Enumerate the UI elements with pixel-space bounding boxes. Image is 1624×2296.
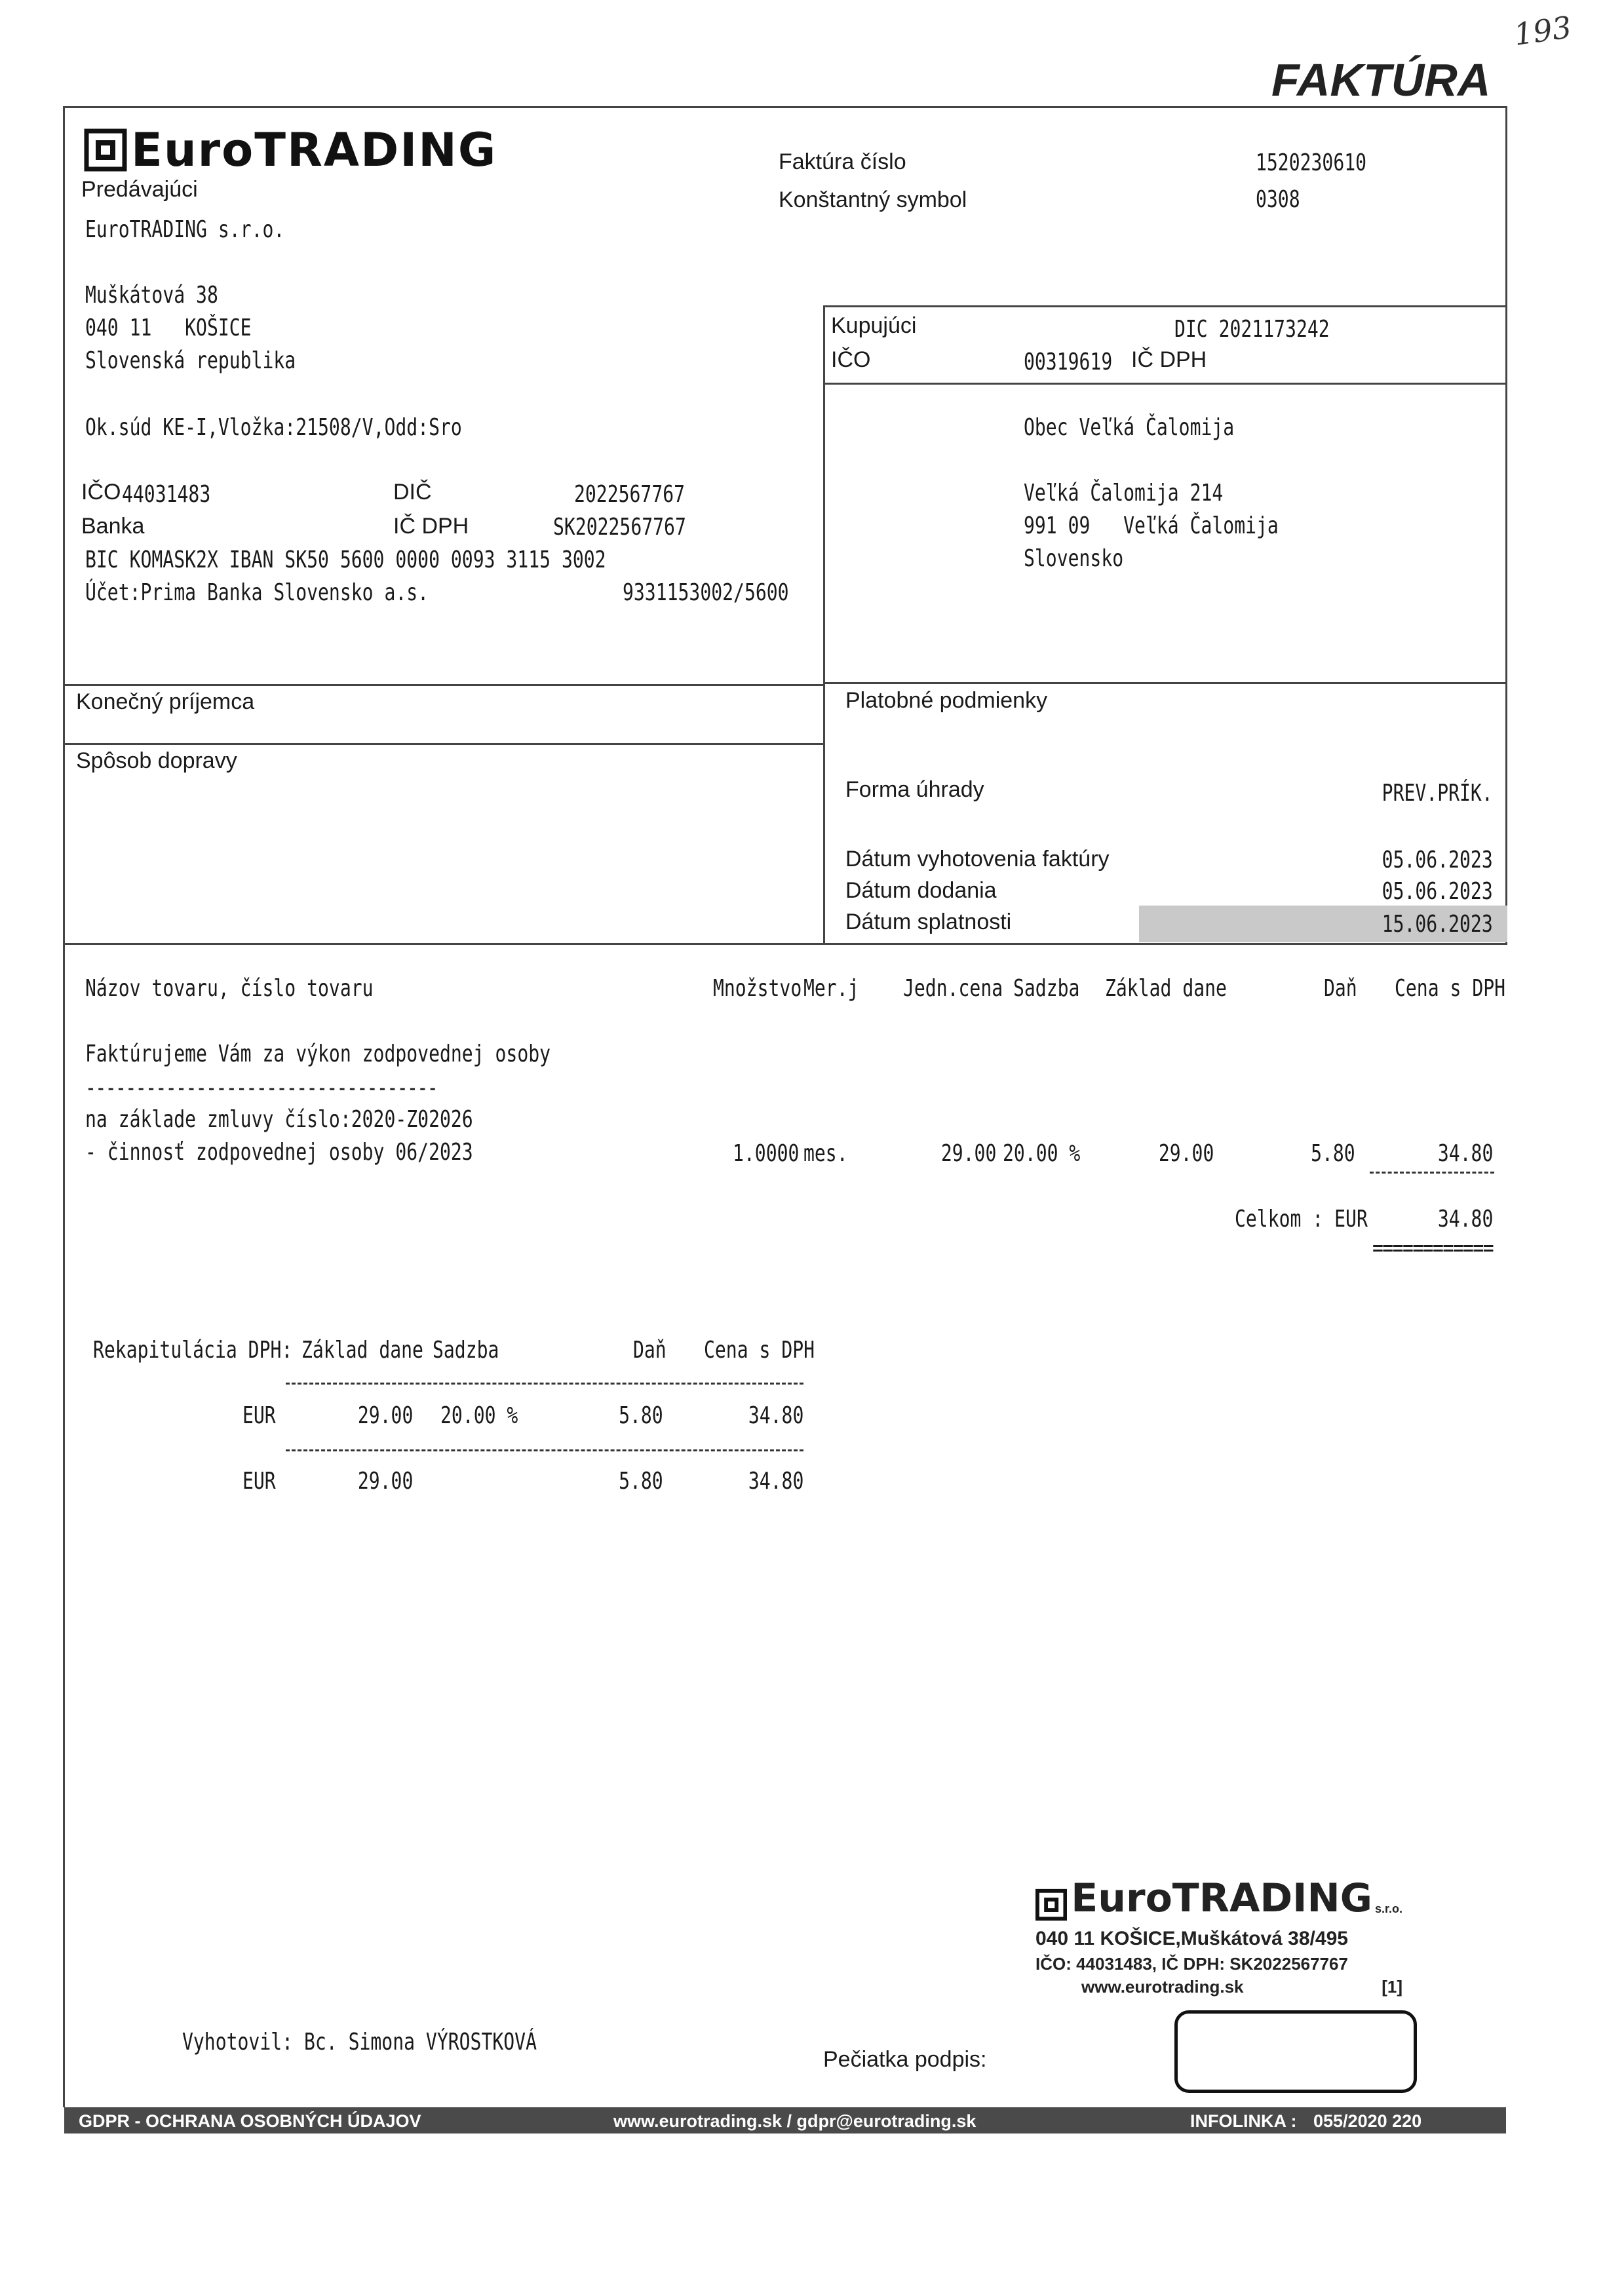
seller-dic: 2022567767 [574,481,686,508]
buyer-ico: 00319619 [1024,349,1113,375]
seller-ico-label: IČO [81,480,121,505]
vat-recap-label: Rekapitulácia DPH: [93,1337,293,1364]
item-description-line3: - činnosť zodpovednej osoby 06/2023 [85,1139,473,1166]
vat-recap-divider-top [286,1383,803,1385]
stamp-ids: IČO: 44031483, IČ DPH: SK2022567767 [1035,1954,1348,1974]
buyer-icdph-label: IČ DPH [1131,347,1207,372]
total-value: 34.80 [1437,1206,1493,1233]
vat-recap-rate-header: Sadzba [433,1337,499,1364]
seller-country: Slovenská republika [85,347,296,374]
item-description-underline: ----------------------------------- [85,1075,438,1101]
stamp-logo-text: EuroTRADING [1071,1875,1372,1921]
footer-gdpr: GDPR - OCHRANA OSOBNÝCH ÚDAJOV [79,2111,421,2131]
vat-recap-total-header: Cena s DPH [704,1337,815,1364]
company-stamp [1035,1875,1402,1997]
buyer-ico-label: IČO [831,347,871,372]
logo-mark-icon [84,128,127,172]
vat-recap-base-header: Základ dane [301,1337,423,1364]
invoice-number-label: Faktúra číslo [779,149,906,174]
item-unit: mes. [803,1140,848,1167]
footer-infoline-label: INFOLINKA : [1190,2111,1297,2131]
buyer-name: Obec Veľká Čalomija [1024,414,1235,441]
total-label: Celkom : EUR [1235,1206,1368,1233]
total-double-underline: ============ [1372,1234,1493,1261]
footer-infoline-number: 055/2020 220 [1313,2111,1422,2131]
seller-account-bank: Účet:Prima Banka Slovensko a.s. [85,579,429,606]
seller-icdph-label: IČ DPH [393,514,469,539]
vat-recap-row1-tax: 5.80 [619,1402,663,1429]
vat-recap-divider-bottom [286,1449,803,1451]
company-logo [84,123,497,177]
stamp-logo-mark-icon [1035,1888,1067,1921]
vat-recap-row1-base: 29.00 [357,1402,413,1429]
items-header-unit-price: Jedn.cena [903,975,1003,1002]
buyer-street: Veľká Čalomija 214 [1024,480,1224,507]
seller-name: EuroTRADING s.r.o. [85,216,285,243]
item-tax: 5.80 [1311,1140,1355,1167]
constant-symbol: 0308 [1256,186,1300,213]
buyer-city: 991 09 Veľká Čalomija [1024,512,1279,539]
vat-recap-row2-currency: EUR [242,1468,276,1495]
transport-method-label: Spôsob dopravy [76,748,237,773]
item-total: 34.80 [1437,1140,1493,1167]
seller-ico: 44031483 [122,481,211,508]
vat-recap-tax-header: Daň [633,1337,667,1364]
seller-icdph: SK2022567767 [553,514,686,541]
final-recipient-label: Konečný príjemca [76,689,255,714]
due-date: 15.06.2023 [1382,911,1493,938]
document-title: FAKTÚRA [1271,54,1491,105]
logo-text: EuroTRADING [131,123,497,177]
item-total-underline [1370,1172,1494,1174]
constant-symbol-label: Konštantný symbol [779,187,967,212]
stamp-web: www.eurotrading.sk [1081,1977,1244,1997]
handwritten-page-number: 193 [1511,9,1574,52]
issue-date-label: Dátum vyhotovenia faktúry [845,847,1110,871]
signature-label: Pečiatka podpis: [823,2047,987,2072]
stamp-address: 040 11 KOŠICE,Muškátová 38/495 [1035,1928,1348,1949]
payment-form: PREV.PRÍK. [1382,780,1493,807]
items-header-total: Cena s DPH [1395,975,1506,1002]
stamp-logo-suffix: s.r.o. [1374,1902,1402,1915]
body-left-border [63,945,65,2107]
vat-recap-row1-total: 34.80 [748,1402,803,1429]
seller-dic-label: DIČ [393,480,432,505]
due-date-label: Dátum splatnosti [845,909,1012,934]
items-header-unit: Mer.j [803,975,859,1002]
delivery-date: 05.06.2023 [1382,878,1493,905]
transport-separator [63,743,823,745]
buyer-dic: DIC 2021173242 [1174,316,1330,343]
recipient-separator [63,684,823,686]
item-description-line1: Faktúrujeme Vám za výkon zodpovednej osoby [85,1041,551,1067]
vat-recap-row2-base: 29.00 [357,1468,413,1495]
stamp-mark: [1] [1382,1977,1402,1997]
item-rate: 20.00 % [1003,1140,1081,1167]
footer-bar [64,2107,1506,2133]
items-header-qty: Množstvo [713,975,802,1002]
seller-street: Muškátová 38 [85,282,218,309]
seller-registry: Ok.súd KE-I,Vložka:21508/V,Odd:Sro [85,414,462,441]
issued-by: Vyhotovil: Bc. Simona VÝROSTKOVÁ [182,2029,537,2056]
invoice-number: 1520230610 [1256,149,1367,176]
footer-web-email[interactable]: www.eurotrading.sk / gdpr@eurotrading.sk [613,2111,976,2131]
vat-recap-row2-total: 34.80 [748,1468,803,1495]
seller-bic-iban: BIC KOMASK2X IBAN SK50 5600 0000 0093 3115 3002 [85,546,606,573]
payment-terms-label: Platobné podmienky [845,688,1048,713]
seller-label: Predávajúci [81,177,198,202]
items-header-name: Názov tovaru, číslo tovaru [85,975,374,1002]
signature-box [1174,2010,1417,2093]
buyer-box-divider [823,383,1507,385]
vat-recap-row1-currency: EUR [242,1402,276,1429]
vat-recap-row1-rate: 20.00 % [440,1402,518,1429]
item-description-line2: na základe zmluvy číslo:2020-Z02026 [85,1106,473,1133]
items-header-tax: Daň [1324,975,1357,1002]
payment-form-label: Forma úhrady [845,777,984,802]
vat-recap-row2-tax: 5.80 [619,1468,663,1495]
seller-bank-label: Banka [81,514,145,539]
buyer-label: Kupujúci [831,313,917,338]
item-base: 29.00 [1158,1140,1214,1167]
delivery-date-label: Dátum dodania [845,878,997,903]
items-header-base: Základ dane [1105,975,1227,1002]
issue-date: 05.06.2023 [1382,847,1493,873]
buyer-country: Slovensko [1024,545,1124,572]
seller-city: 040 11 KOŠICE [85,315,252,341]
item-qty: 1.0000 [733,1140,800,1167]
seller-account-number: 9331153002/5600 [623,579,789,606]
items-header-rate: Sadzba [1013,975,1080,1002]
item-unit-price: 29.00 [940,1140,996,1167]
